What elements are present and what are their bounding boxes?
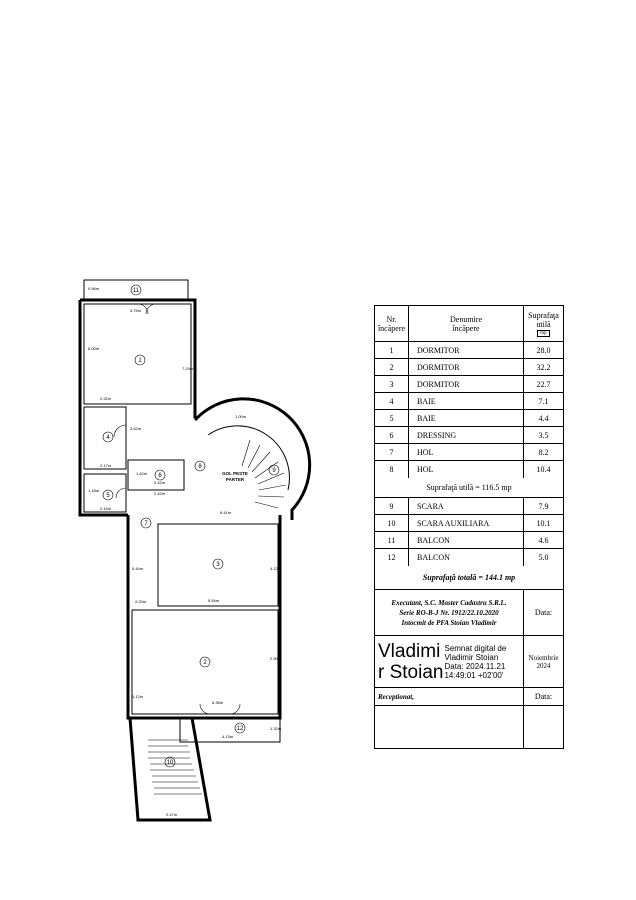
dimension-label: 4.13m [222, 734, 234, 739]
table-cell-area: 4.4 [538, 413, 549, 423]
signature-info: Semnat digital de Vladimir Stoian Data: 2024.11.21 14:49:01 +02'00' [444, 643, 507, 680]
table-row [375, 393, 563, 410]
table-row [375, 410, 563, 427]
table-cell-area: 10.1 [536, 518, 551, 528]
room-label: 6 [158, 473, 162, 479]
table-cell-area: 4.6 [538, 535, 549, 545]
table-cell-area: 10.4 [536, 465, 551, 474]
dimension-label: 4.75m [130, 308, 142, 313]
signature-row: Vladimi r Stoian Semnat digital de Vladimir Stoian Data: 2024.11.21 14:49:01 +02'00' Noiembrie 2024 [375, 636, 563, 688]
table-row [375, 515, 563, 532]
table-row [375, 444, 563, 461]
room-label: 12 [236, 726, 244, 732]
dimension-label: 1.00m [235, 414, 247, 419]
table-cell-nr: 1 [375, 342, 409, 358]
dimension-label: 2.32m [100, 396, 112, 401]
room-label: 2 [203, 660, 207, 666]
dimension-label: 6.00m [88, 346, 100, 351]
dimension-label: 5.44m [132, 566, 144, 571]
table-row [375, 376, 563, 393]
dimension-label: 2.42m [154, 480, 166, 485]
area-table [374, 305, 564, 749]
table-row [375, 342, 563, 359]
table-cell-nr: 5 [375, 410, 409, 426]
table-header: Nr. încăpere Denumire încăpere Suprafaţa utilă mp [375, 306, 563, 342]
empty-row [375, 706, 563, 748]
table-cell-name: BAIE [409, 410, 524, 426]
room-label: 7 [144, 521, 148, 527]
table-cell-name: BAIE [409, 393, 524, 409]
dimension-label: 1.32m [270, 726, 282, 731]
table-cell-name: SCARA [409, 498, 524, 514]
table-row [375, 359, 563, 376]
table-row [375, 498, 563, 515]
table-cell-nr: 9 [375, 498, 409, 514]
dimension-label: 2.90m [270, 656, 282, 661]
table-cell-name: DORMITOR [409, 376, 524, 392]
room-label: 3 [216, 562, 220, 568]
room-label: 5 [106, 493, 110, 499]
table-cell-area: 28.0 [536, 345, 551, 355]
dimension-label: 6.35m [212, 700, 224, 705]
dimension-label: 5.54m [208, 598, 220, 603]
dimension-label: 3.62m [130, 426, 142, 431]
room-label: 11 [132, 288, 140, 294]
dimension-label: 2.17m [100, 463, 112, 468]
stair-inner [208, 426, 289, 490]
table-cell-nr: 6 [375, 427, 409, 443]
room-label: 10 [166, 760, 174, 766]
room-1-outline [84, 304, 191, 404]
dimension-label: 2.47m [166, 812, 178, 817]
table-cell-area: 3.5 [538, 430, 549, 440]
total-row: Suprafaţă totală = 144.1 mp [375, 566, 563, 590]
room-label: 1 [138, 358, 142, 364]
table-row [375, 427, 563, 444]
table-cell-area: 22.7 [536, 379, 551, 389]
dimension-label: 4.12m [270, 566, 282, 571]
table-cell-area: 7.1 [538, 396, 549, 406]
receptionat-row: Receptionat, Data: [375, 688, 563, 706]
table-cell-name: BALCON [409, 549, 524, 566]
unit-label: mp [537, 330, 549, 337]
wall-mid [128, 515, 280, 718]
stair-label: PARTER [225, 477, 245, 482]
dimension-label: 1.12m [132, 694, 144, 699]
dimension-label: 1.62m [136, 471, 148, 476]
dimension-label: 2.16m [100, 506, 112, 511]
table-cell-nr: 10 [375, 515, 409, 531]
dimension-label: 2.42m [154, 491, 166, 496]
dimension-label: 6.41m [220, 510, 232, 515]
table-cell-nr: 7 [375, 444, 409, 460]
table-cell-nr: 8 [375, 461, 409, 478]
table-row [375, 549, 563, 566]
dimension-label: 7.24m [182, 366, 194, 371]
room-4-outline [84, 407, 126, 469]
table-cell-area: 8.2 [538, 447, 549, 457]
table-cell-nr: 12 [375, 549, 409, 566]
table-cell-nr: 11 [375, 532, 409, 548]
subtotal-row: Suprafaţă utilă = 116.5 mp [375, 478, 563, 498]
table-cell-area: 32.2 [536, 362, 551, 372]
table-cell-name: HOL [409, 461, 524, 478]
table-row [375, 461, 563, 478]
table-cell-name: BALCON [409, 532, 524, 548]
table-row [375, 532, 563, 549]
room-label: 9 [272, 468, 276, 474]
table-cell-nr: 3 [375, 376, 409, 392]
dimension-label: 1.18m [88, 488, 100, 493]
room-label: 4 [106, 435, 110, 441]
aux-stair-wall [130, 718, 210, 820]
dimension-label: 2.20m [135, 599, 147, 604]
table-cell-area: 5.0 [538, 553, 549, 562]
signature-name: Vladimi r Stoian [378, 640, 444, 683]
table-cell-nr: 4 [375, 393, 409, 409]
room-label: 8 [198, 464, 202, 470]
table-cell-name: DORMITOR [409, 342, 524, 358]
table-cell-name: HOL [409, 444, 524, 460]
table-cell-nr: 2 [375, 359, 409, 375]
stair-label: GOL PESTE [222, 471, 248, 476]
table-cell-name: SCARA AUXILIARA [409, 515, 524, 531]
floor-plan [60, 270, 320, 830]
table-cell-name: DORMITOR [409, 359, 524, 375]
table-cell-area: 7.9 [538, 501, 549, 511]
dimension-label: 0.96m [88, 286, 100, 291]
table-cell-name: DRESSING [409, 427, 524, 443]
executant-row: Executant, S.C. Master Cadastru S.R.L. Serie RO-B-J Nr. 1912/22.10.2020 Intocmit de PFA Stoian Vladimir Data: [375, 590, 563, 636]
